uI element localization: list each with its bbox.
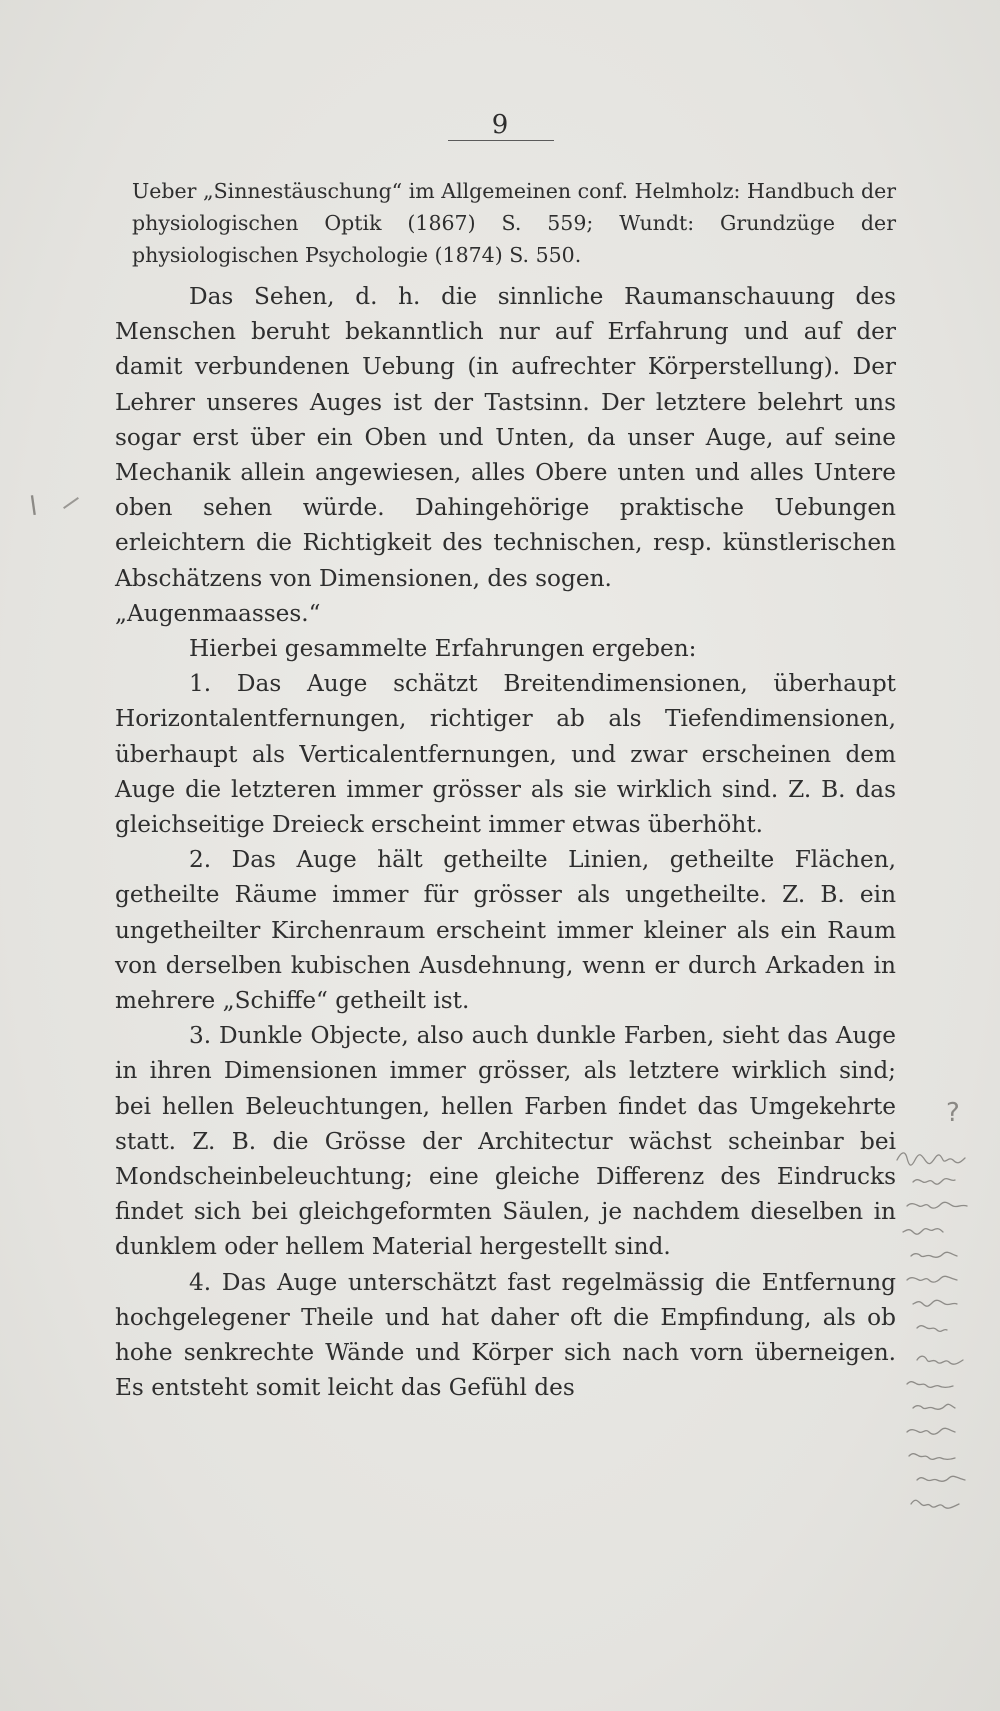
page-number-rule: [448, 140, 554, 141]
right-margin-question-mark: ?: [946, 1098, 960, 1128]
paragraph-augenmaass: „Augenmaasses.“: [115, 599, 321, 627]
paragraph-item-2: 2. Das Auge hält getheilte Linien, getheilte Flächen, getheilte Räume immer für grösser als ungetheilte. Z. B. ein ungetheilter Kirchenraum erscheint immer kleiner als ein Raum von derselben kubischen Ausdehnung, wenn er durch Arkaden in mehrere „Schiffe“ getheilt ist.: [115, 846, 896, 1015]
handwritten-margin-notes: [893, 1146, 998, 1526]
reference-paragraph: Ueber „Sinnestäuschung“ im Allgemeinen conf. Helmholz: Handbuch der physiologischen Optik (1867) S. 559; Wundt: Grundzüge der physiologischen Psychologie (1874) S. 550.: [132, 179, 896, 267]
main-text: [115, 279, 896, 1406]
paragraph-item-3: 3. Dunkle Objecte, also auch dunkle Farben, sieht das Auge in ihren Dimensionen immer grösser, als letztere wirklich sind; bei hellen Beleuchtungen, hellen Farben findet das Umgekehrte statt. Z. B. die Grösse der Architectur wächst scheinbar bei Mondscheinbeleuchtung; eine gleiche Differenz des Eindrucks findet sich bei gleichgeformten Säulen, je nachdem dieselben in dunklem oder hellem Material hergestellt sind.: [115, 1022, 896, 1261]
paragraph-hierbei: Hierbei gesammelte Erfahrungen ergeben:: [189, 635, 697, 663]
left-margin-pencil-mark: l: [27, 491, 40, 523]
page-number: 9: [491, 110, 509, 140]
paragraph-item-4: 4. Das Auge unterschätzt fast regelmässig die Entfernung hochgelegener Theile und hat daher oft die Empfindung, als ob hohe senkrechte Wände und Körper sich nach vorn überneigen. Es entsteht somit leicht das Gefühl des: [115, 1268, 896, 1402]
paragraph-item-1: 1. Das Auge schätzt Breitendimensionen, überhaupt Horizontalentfernungen, richtiger ab als Tiefendimensionen, überhaupt als Verticalentfernungen, und zwar erscheinen dem Auge die letzteren immer grösser als sie wirklich sind. Z. B. das gleichseitige Dreieck erscheint immer etwas überhöht.: [115, 670, 896, 839]
paragraph-sehen: Das Sehen, d. h. die sinnliche Raumanschauung des Menschen beruht bekanntlich nur auf Erfahrung und auf der damit verbundenen Uebung (in aufrechter Körperstellung). Der Lehrer unseres Auges ist der Tastsinn. Der letztere belehrt uns sogar erst über ein Oben und Unten, da unser Auge, auf seine Mechanik allein angewiesen, alles Obere unten und alles Untere oben sehen würde. Dahingehörige praktische Uebungen erleichtern die Richtigkeit des technischen, resp. künstlerischen Abschätzens von Dimensionen, des sogen.: [115, 283, 896, 592]
